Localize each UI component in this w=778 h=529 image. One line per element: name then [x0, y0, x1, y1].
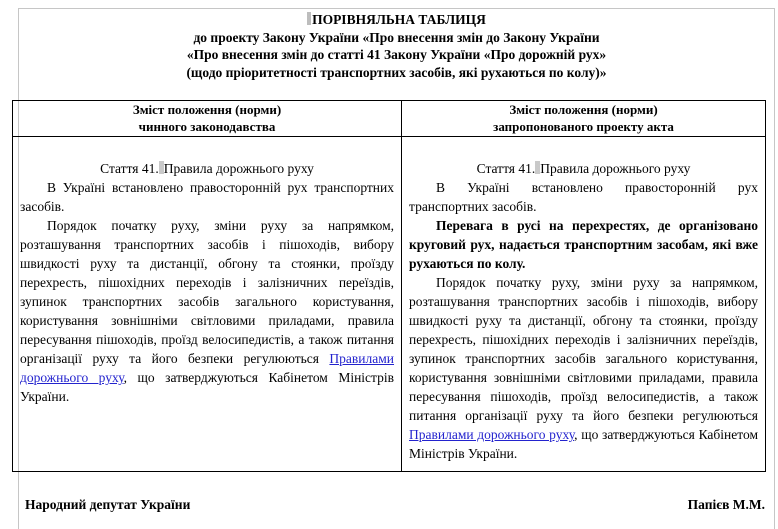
title-line-4: (щодо пріоритетності транспортних засобів, які рухаються по колу)»	[186, 64, 607, 80]
header-draft-act-line1: Зміст положення (норми)	[509, 102, 658, 117]
article-number: Стаття 41.	[100, 161, 159, 176]
table-header-row	[13, 101, 766, 137]
article-heading-draft	[409, 159, 758, 178]
header-draft-act-line2: запропонованого проекту акта	[493, 118, 674, 134]
comparative-table	[12, 100, 766, 472]
signature-line	[25, 496, 765, 513]
header-current-law	[13, 101, 402, 137]
article-title: Правила дорожнього руху	[540, 161, 691, 176]
article-number: Стаття 41.	[476, 161, 536, 176]
title-line-2: до проекту Закону України «Про внесення змін до Закону України	[193, 29, 600, 45]
header-draft-act	[402, 101, 766, 137]
cell-draft-act	[402, 137, 766, 472]
paragraph-draft-new-bold: Перевага в русі на перехрестях, де організовано круговий рух, надається транспортним засобам, які вже рухаються по колу.	[409, 218, 758, 271]
paragraph-current-2-tail: , що затверджуються Кабінетом Міністрів України.	[20, 370, 394, 404]
title-line-3: «Про внесення змін до статті 41 Закону України «Про дорожній рух»	[186, 47, 607, 62]
text-cursor-mark	[307, 12, 311, 25]
paragraph-draft-2	[409, 273, 758, 463]
article-title: Правила дорожнього руху	[163, 161, 314, 176]
author-name: Папієв М.М.	[687, 497, 765, 512]
paragraph-draft-2-text: Порядок початку руху, зміни руху за напрямком, розташування транспортних засобів і пішоходів, вибору швидкості руху та дистанції, обгону та стоянки, проїзду перехресть, пішохідних переходів і залізничних переїздів, зупинок транспортних засобів загального користування, користування зовнішніми світловими приладами, правила пересування пішоходів, проїзд велосипедистів, а також питання організації руху та його безпеки регулюються	[409, 275, 758, 423]
title-line-1	[19, 11, 774, 29]
paragraph-current-1: В Україні встановлено правосторонній рух транспортних засобів.	[20, 180, 394, 214]
cell-current-law	[13, 137, 402, 472]
traffic-rules-link[interactable]: Правилами дорожнього руху	[20, 351, 395, 385]
traffic-rules-link[interactable]: Правилами дорожнього руху	[409, 427, 575, 442]
title-line-1-text: ПОРІВНЯЛЬНА ТАБЛИЦЯ	[312, 12, 486, 27]
paragraph-draft-2-tail: , що затверджуються Кабінетом Міністрів України.	[409, 427, 758, 461]
author-role: Народний депутат України	[25, 497, 191, 512]
paragraph-current-2-text: Порядок початку руху, зміни руху за напрямком, розташування транспортних засобів і пішоходів, вибору швидкості руху та дистанції, обгону та стоянки, проїзду перехресть, пішохідних переходів і залізничних переїздів, зупинок транспортних засобів загального користування, користування зовнішніми світловими приладами, правила пересування пішоходів, проїзд велосипедистів, а також питання організації руху та його безпеки регулюються	[20, 218, 394, 366]
paragraph-draft-1: В Україні встановлено правосторонній рух транспортних засобів.	[409, 180, 758, 214]
header-current-law-line1: Зміст положення (норми)	[132, 102, 282, 117]
document-title	[19, 11, 774, 81]
header-current-law-line2: чинного законодавства	[138, 118, 276, 134]
table-body-row	[13, 137, 766, 472]
article-heading-current	[20, 159, 394, 178]
paragraph-current-2	[20, 216, 394, 406]
